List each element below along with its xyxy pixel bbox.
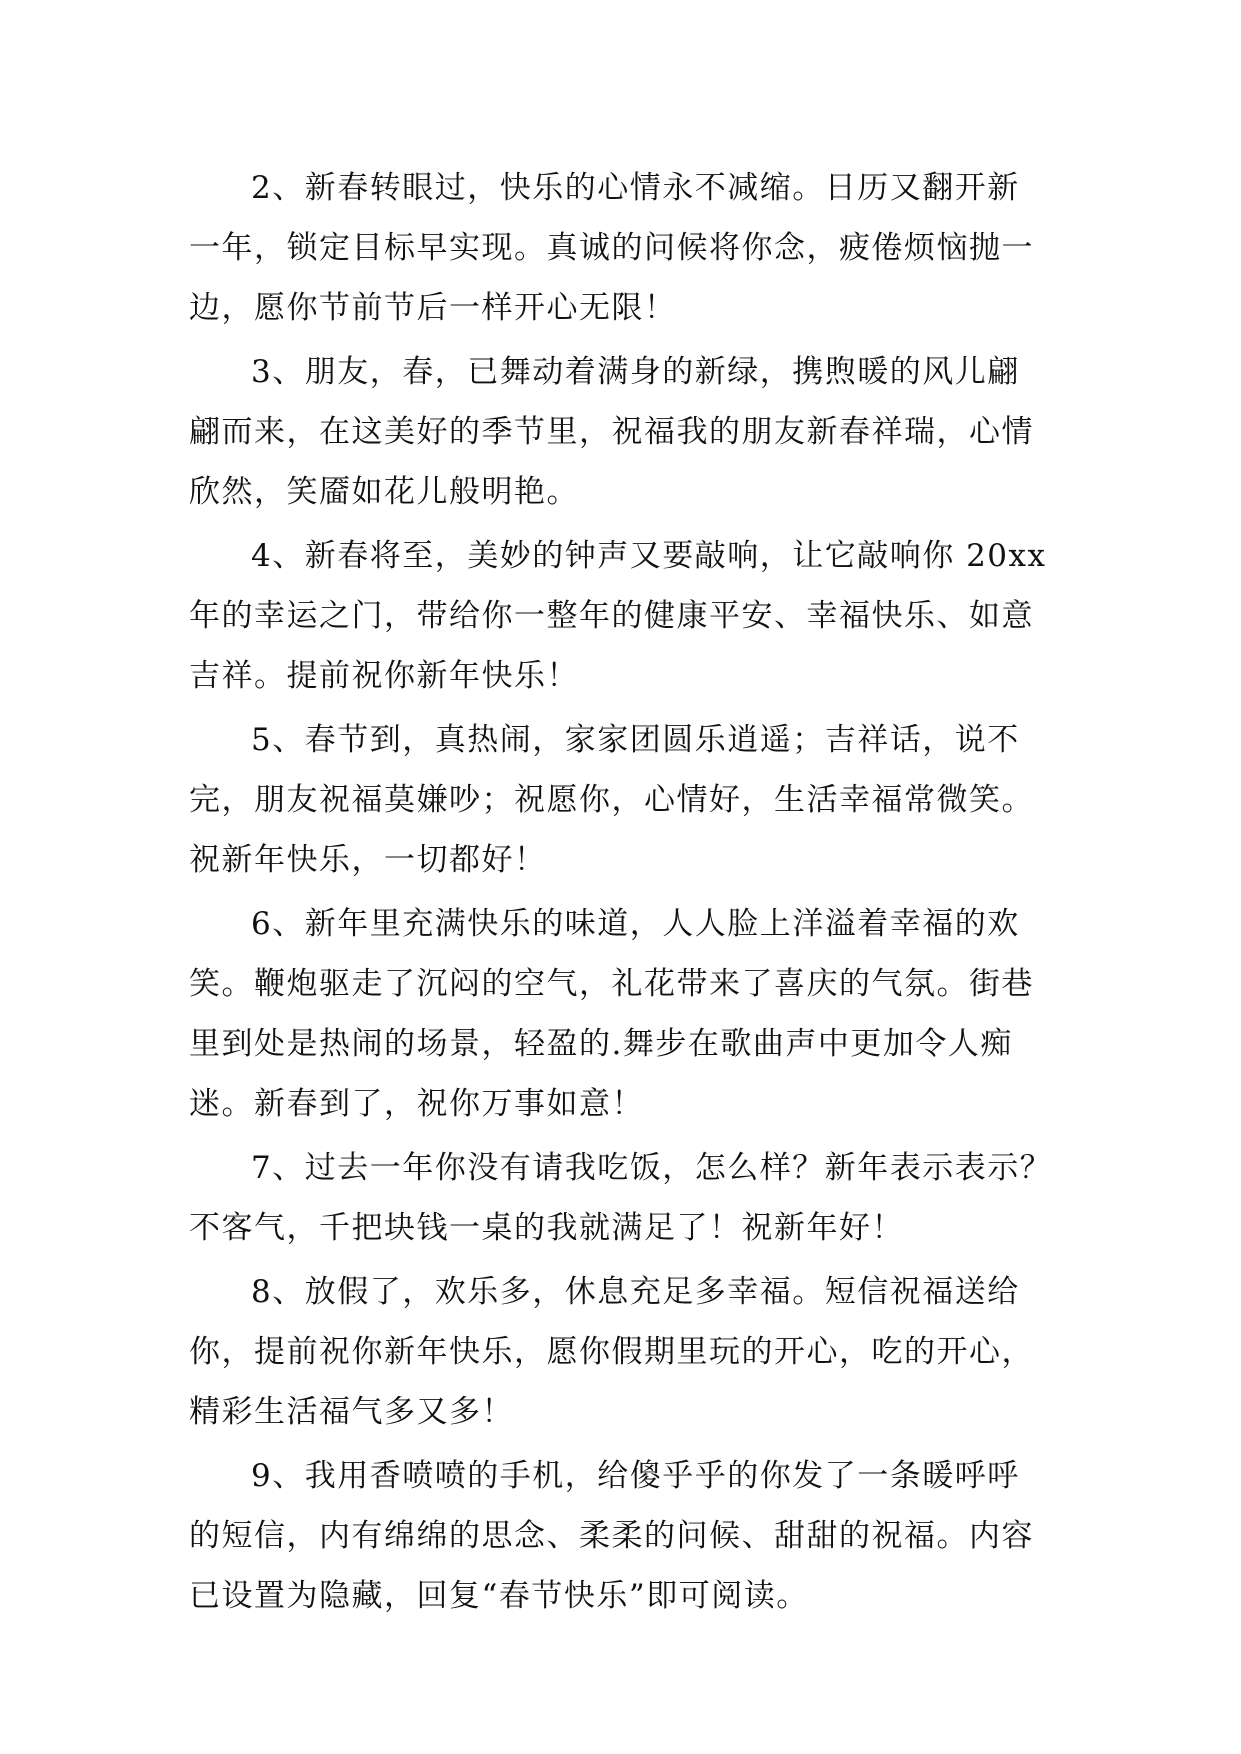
paragraph-line: 里到处是热闹的场景，轻盈的.舞步在歌曲声中更加令人痴 — [189, 1026, 1013, 1062]
paragraph-line: 祝新年快乐，一切都好！ — [189, 842, 547, 878]
paragraph-line: 翩而来，在这美好的季节里，祝福我的朋友新春祥瑞，心情 — [189, 414, 1034, 450]
paragraph-line: 5、春节到，真热闹，家家团圆乐逍遥；吉祥话，说不 — [251, 722, 1020, 758]
paragraph-line: 边，愿你节前节后一样开心无限！ — [189, 290, 677, 326]
paragraph-line: 2、新春转眼过，快乐的心情永不减缩。日历又翻开新 — [251, 170, 1020, 206]
paragraph-line: 3、朋友，春，已舞动着满身的新绿，携煦暖的风儿翩 — [251, 354, 1020, 390]
paragraph-line: 不客气，千把块钱一桌的我就满足了！祝新年好！ — [189, 1210, 904, 1246]
paragraph-line: 一年，锁定目标早实现。真诚的问候将你念，疲倦烦恼抛一 — [189, 230, 1034, 266]
paragraph-line: 8、放假了，欢乐多，休息充足多幸福。短信祝福送给 — [251, 1274, 1020, 1310]
document-body — [189, 158, 1059, 1630]
paragraph-4 — [189, 526, 1059, 706]
paragraph-line: 已设置为隐藏，回复“春节快乐”即可阅读。 — [189, 1578, 809, 1614]
paragraph-line: 4、新春将至，美妙的钟声又要敲响，让它敲响你 20xx — [251, 538, 1047, 574]
paragraph-5 — [189, 710, 1059, 890]
paragraph-line: 欣然，笑靥如花儿般明艳。 — [189, 474, 579, 510]
paragraph-8 — [189, 1262, 1059, 1442]
paragraph-line: 迷。新春到了，祝你万事如意！ — [189, 1086, 644, 1122]
paragraph-line: 9、我用香喷喷的手机，给傻乎乎的你发了一条暖呼呼 — [251, 1458, 1020, 1494]
paragraph-line: 笑。鞭炮驱走了沉闷的空气，礼花带来了喜庆的气氛。街巷 — [189, 966, 1034, 1002]
paragraph-line: 你，提前祝你新年快乐，愿你假期里玩的开心，吃的开心， — [189, 1334, 1034, 1370]
paragraph-2 — [189, 158, 1059, 338]
paragraph-line: 吉祥。提前祝你新年快乐！ — [189, 658, 579, 694]
paragraph-line: 6、新年里充满快乐的味道，人人脸上洋溢着幸福的欢 — [251, 906, 1020, 942]
paragraph-line: 7、过去一年你没有请我吃饭，怎么样？新年表示表示？ — [251, 1150, 1053, 1186]
paragraph-line: 完，朋友祝福莫嫌吵；祝愿你，心情好，生活幸福常微笑。 — [189, 782, 1034, 818]
paragraph-line: 的短信，内有绵绵的思念、柔柔的问候、甜甜的祝福。内容 — [189, 1518, 1034, 1554]
paragraph-6 — [189, 894, 1059, 1134]
paragraph-7 — [189, 1138, 1059, 1258]
paragraph-line: 精彩生活福气多又多！ — [189, 1394, 514, 1430]
paragraph-line: 年的幸运之门，带给你一整年的健康平安、幸福快乐、如意 — [189, 598, 1034, 634]
paragraph-3 — [189, 342, 1059, 522]
paragraph-9 — [189, 1446, 1059, 1626]
